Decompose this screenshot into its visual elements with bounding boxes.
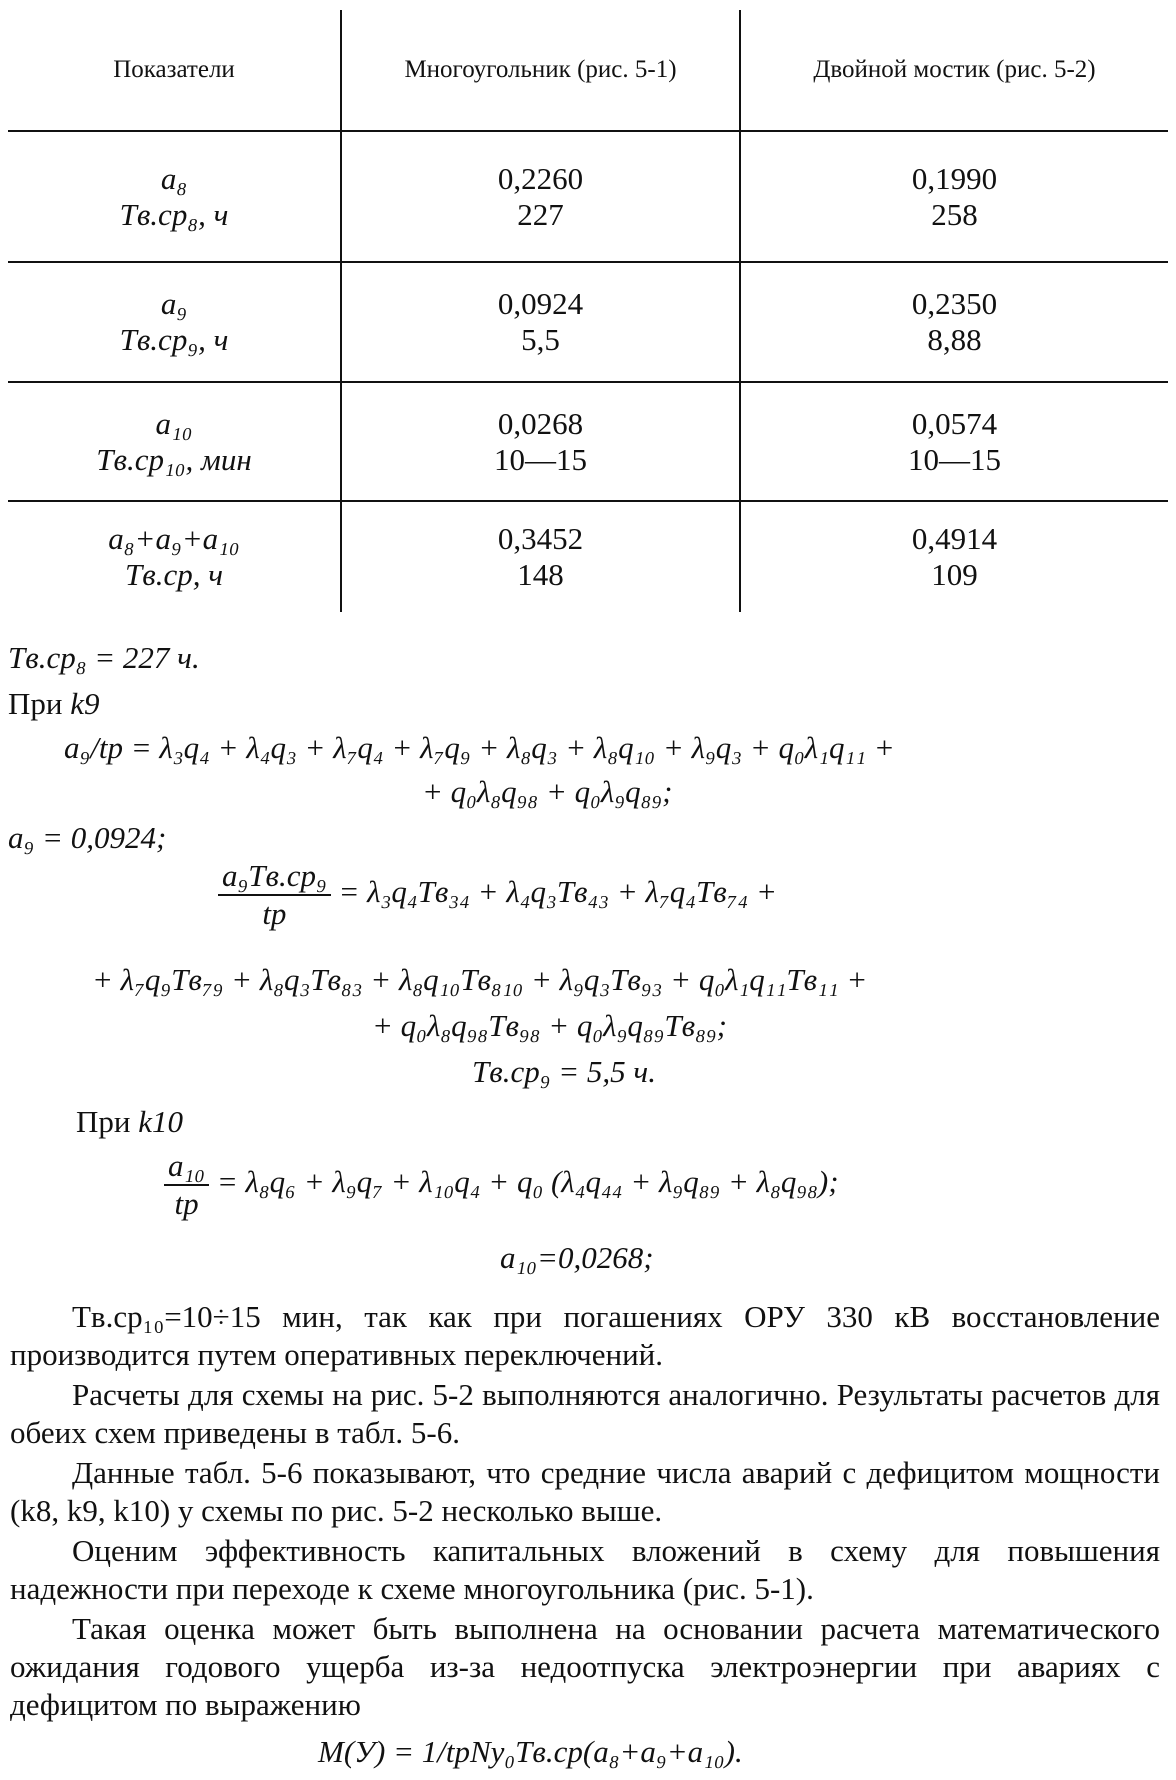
equation-a9-value: a₉ = 0,0924; xyxy=(8,820,167,855)
row-label-line2: Tв.ср, ч xyxy=(125,557,223,592)
polygon-value-t: 148 xyxy=(517,557,564,592)
table-row xyxy=(8,382,1168,501)
paragraph-text: Оценим эффективность капитальных вложений в схему для повышения надежности при переходе к схеме многоугольника (рис. 5-1). xyxy=(10,1533,1160,1606)
equation-t9-line1 xyxy=(218,858,777,932)
polygon-value-a: 0,0924 xyxy=(497,286,584,321)
paragraph-table-5-6 xyxy=(10,1454,1160,1530)
header-double-bridge: Двойной мостик (рис. 5-2) xyxy=(740,10,1168,131)
paragraph-estimate xyxy=(10,1610,1160,1724)
polygon-cell xyxy=(341,501,740,612)
equation-t9-line3: + q₀λ₈q₉₈Tв₉₈ + q₀λ₉q₈₉Tв₈₉; xyxy=(372,1008,727,1043)
row-label xyxy=(8,382,341,501)
polygon-value-t: 227 xyxy=(517,196,564,232)
equation-t9-line2: + λ₇q₉Tв₇₉ + λ₈q₃Tв₈₃ + λ₈q₁₀Tв₈₁₀ + λ₉q₃Tв₉₃ + q₀λ₁q₁₁Tв₁₁ + xyxy=(92,962,868,997)
equation-t9-rhs: = λ₃q₄Tв₃₄ + λ₄q₃Tв₄₃ + λ₇q₄Tв₇₄ + xyxy=(338,874,777,910)
bridge-value-a: 0,4914 xyxy=(911,521,998,556)
equation-a10-line xyxy=(164,1148,839,1222)
fraction-numerator: a₁₀ xyxy=(164,1148,209,1186)
polygon-cell xyxy=(341,382,740,501)
bridge-cell xyxy=(740,131,1168,262)
row-label-line1: a₉ xyxy=(160,286,188,321)
bridge-cell xyxy=(740,382,1168,501)
polygon-value-a: 0,0268 xyxy=(497,405,584,441)
equation-a9-line1: a₉/tр = λ₃q₄ + λ₄q₃ + λ₇q₄ + λ₇q₉ + λ₈q₃ + λ₈q₁₀ + λ₉q₃ + q₀λ₁q₁₁ + xyxy=(64,730,895,765)
table-row xyxy=(8,131,1168,262)
polygon-cell xyxy=(341,262,740,382)
row-label-line2: Tв.ср₈, ч xyxy=(119,196,229,232)
table-header-row xyxy=(8,10,1168,131)
row-label-line1: a₁₀ xyxy=(155,405,193,441)
bridge-value-t: 109 xyxy=(931,557,978,592)
equation-a10-value: a₁₀=0,0268; xyxy=(500,1240,654,1275)
paragraph-text: Tв.ср₁₀=10÷15 мин, так как при погашениях ОРУ 330 кВ восстановление производится путем оперативных переключений. xyxy=(10,1299,1160,1372)
bridge-value-a: 0,1990 xyxy=(911,160,998,196)
equation-t9-result: Tв.ср₉ = 5,5 ч. xyxy=(472,1054,656,1089)
paragraph-text: Расчеты для схемы на рис. 5-2 выполняются аналогично. Результаты расчетов для обеих схем приведены в табл. 5-6. xyxy=(10,1377,1160,1450)
fraction-denominator: tр xyxy=(174,1186,199,1221)
k10-prefix: При xyxy=(76,1104,139,1139)
bridge-cell xyxy=(740,501,1168,612)
row-label xyxy=(8,501,341,612)
row-label-line1: a₈ xyxy=(160,160,188,196)
equation-a9-line2: + q₀λ₈q₉₈ + q₀λ₉q₈₉; xyxy=(422,774,673,809)
line-k10-heading xyxy=(76,1104,183,1140)
header-indicators: Показатели xyxy=(8,10,341,131)
polygon-value-t: 5,5 xyxy=(521,322,560,357)
header-polygon: Многоугольник (рис. 5-1) xyxy=(341,10,740,131)
bridge-value-t: 258 xyxy=(931,196,978,232)
fraction-a9t xyxy=(218,858,331,932)
row-label-line2: Tв.ср₉, ч xyxy=(119,322,229,357)
row-label-line2: Tв.ср₁₀, мин xyxy=(96,441,252,477)
table-row xyxy=(8,262,1168,382)
k9-label: k9 xyxy=(70,686,100,721)
polygon-value-t: 10—15 xyxy=(494,441,587,477)
paragraph-t10 xyxy=(10,1298,1160,1374)
k10-label: k10 xyxy=(138,1104,183,1139)
equation-damage: M(У) = 1/tрNy₀Tв.ср(a₈+a₉+a₁₀). xyxy=(318,1734,743,1769)
paragraph-efficiency xyxy=(10,1532,1160,1608)
fraction-a10t xyxy=(164,1148,209,1222)
polygon-cell xyxy=(341,131,740,262)
polygon-value-a: 0,3452 xyxy=(497,521,584,556)
line-k9-heading xyxy=(8,686,100,722)
equation-a10-rhs: = λ₈q₆ + λ₉q₇ + λ₁₀q₄ + q₀ (λ₄q₄₄ + λ₉q₈₉ + λ₈q₉₈); xyxy=(216,1164,839,1200)
bridge-value-t: 8,88 xyxy=(927,322,982,357)
results-table xyxy=(8,10,1168,612)
line-t8-value: Tв.ср₈ = 227 ч. xyxy=(8,640,200,675)
bridge-cell xyxy=(740,262,1168,382)
k9-prefix: При xyxy=(8,686,71,721)
bridge-value-t: 10—15 xyxy=(908,441,1001,477)
fraction-denominator: tр xyxy=(262,896,287,931)
fraction-numerator: a₉Tв.ср₉ xyxy=(218,858,331,896)
bridge-value-a: 0,2350 xyxy=(911,286,998,321)
bridge-value-a: 0,0574 xyxy=(911,405,998,441)
row-label-line1: a₈+a₉+a₁₀ xyxy=(108,521,240,556)
paragraph-text: Такая оценка может быть выполнена на основании расчета математического ожидания годового ущерба из-за недоотпуска электроэнергии при авариях с дефицитом по выражению xyxy=(10,1611,1160,1722)
polygon-value-a: 0,2260 xyxy=(497,160,584,196)
row-label xyxy=(8,262,341,382)
paragraph-text: Данные табл. 5-6 показывают, что средние числа аварий с дефицитом мощности (k8, k9, k10) у схемы по рис. 5-2 несколько выше. xyxy=(10,1455,1160,1528)
table-row xyxy=(8,501,1168,612)
row-label xyxy=(8,131,341,262)
paragraph-calc-5-2 xyxy=(10,1376,1160,1452)
